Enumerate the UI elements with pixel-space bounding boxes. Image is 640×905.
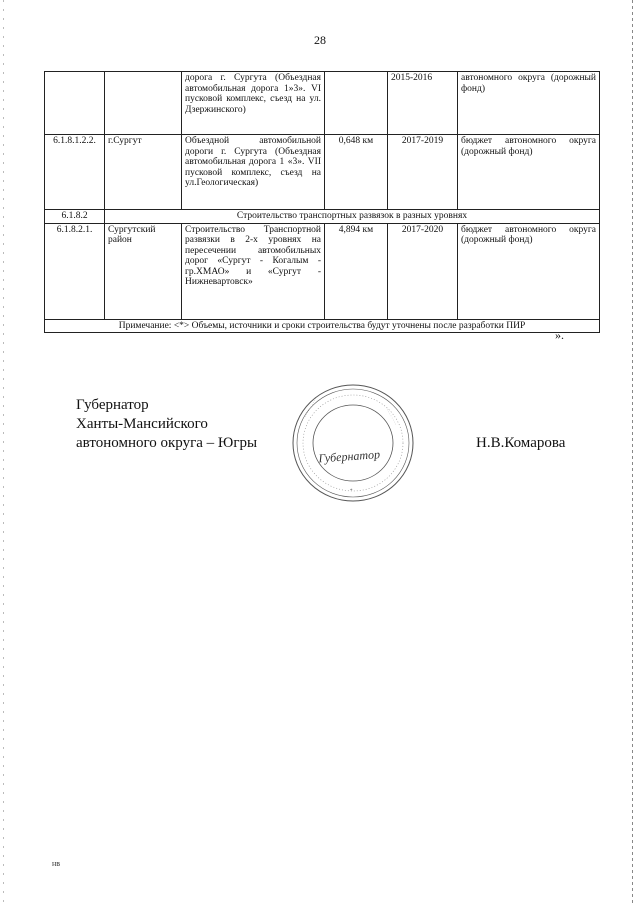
svg-text:· · · · · · · · · ·: · · · · · · · · · · xyxy=(302,396,319,419)
table-note: Примечание: <*> Объемы, источники и сроки строительства будут уточнены после разработки ПИР xyxy=(45,319,600,333)
row-length xyxy=(325,72,388,135)
row-code: 6.1.8.1.2.2. xyxy=(45,135,105,210)
row-code: 6.1.8.2.1. xyxy=(45,223,105,319)
table-row xyxy=(45,223,600,319)
svg-text:*: * xyxy=(350,489,353,494)
row-source: бюджет автономного округа (дорожный фонд) xyxy=(458,135,600,210)
construction-table xyxy=(44,71,600,333)
table-row xyxy=(45,135,600,210)
scan-edge-left xyxy=(3,0,4,905)
row-years: 2017-2020 xyxy=(388,223,458,319)
svg-text:· · · · · · · ·: · · · · · · · · xyxy=(385,408,399,426)
stamp-text: Губернатор xyxy=(318,447,381,466)
section-title: Строительство транспортных развязок в разных уровнях xyxy=(105,210,600,224)
note-row xyxy=(45,319,600,333)
page-number: 28 xyxy=(314,33,326,47)
section-row xyxy=(45,210,600,224)
signatory-title xyxy=(76,396,257,453)
row-place: Сургутский район xyxy=(105,223,182,319)
row-place: г.Сургут xyxy=(105,135,182,210)
row-source: автономного округа (дорожный фонд) xyxy=(458,72,600,135)
row-place xyxy=(105,72,182,135)
signatory-title-line: Губернатор xyxy=(76,397,149,413)
row-length: 0,648 км xyxy=(325,135,388,210)
row-years: 2017-2019 xyxy=(388,135,458,210)
row-length: 4,894 км xyxy=(325,223,388,319)
signatory-title-line: Ханты-Мансийского xyxy=(76,416,208,432)
official-stamp xyxy=(288,380,418,505)
row-years: 2015-2016 xyxy=(388,72,458,135)
footer-mark: нв xyxy=(52,859,61,868)
table-row xyxy=(45,72,600,135)
scan-edge-right xyxy=(632,0,633,905)
closing-quote: ». xyxy=(555,328,564,342)
row-source: бюджет автономного округа (дорожный фонд) xyxy=(458,223,600,319)
signatory-name: Н.В.Комарова xyxy=(476,435,566,451)
signatory-title-line: автономного округа – Югры xyxy=(76,435,258,451)
row-object: дорога г. Сургута (Объездная автомобильная дорога 1»3». VI пусковой комплекс, съезд на ул. Дзержинского) xyxy=(182,72,325,135)
section-code: 6.1.8.2 xyxy=(45,210,105,224)
row-object: Объездной автомобильной дороги г. Сургута (Объездная автомобильная дорога 1 «3». VII пусковой комплекс, съезд на ул.Геологическая) xyxy=(182,135,325,210)
row-code xyxy=(45,72,105,135)
row-object: Строительство Транспортной развязки в 2-х уровнях на пересечении автомобильных дорог «Сургут - Когалым - гр.ХМАО» и «Сургут - Нижневартовск» xyxy=(182,223,325,319)
